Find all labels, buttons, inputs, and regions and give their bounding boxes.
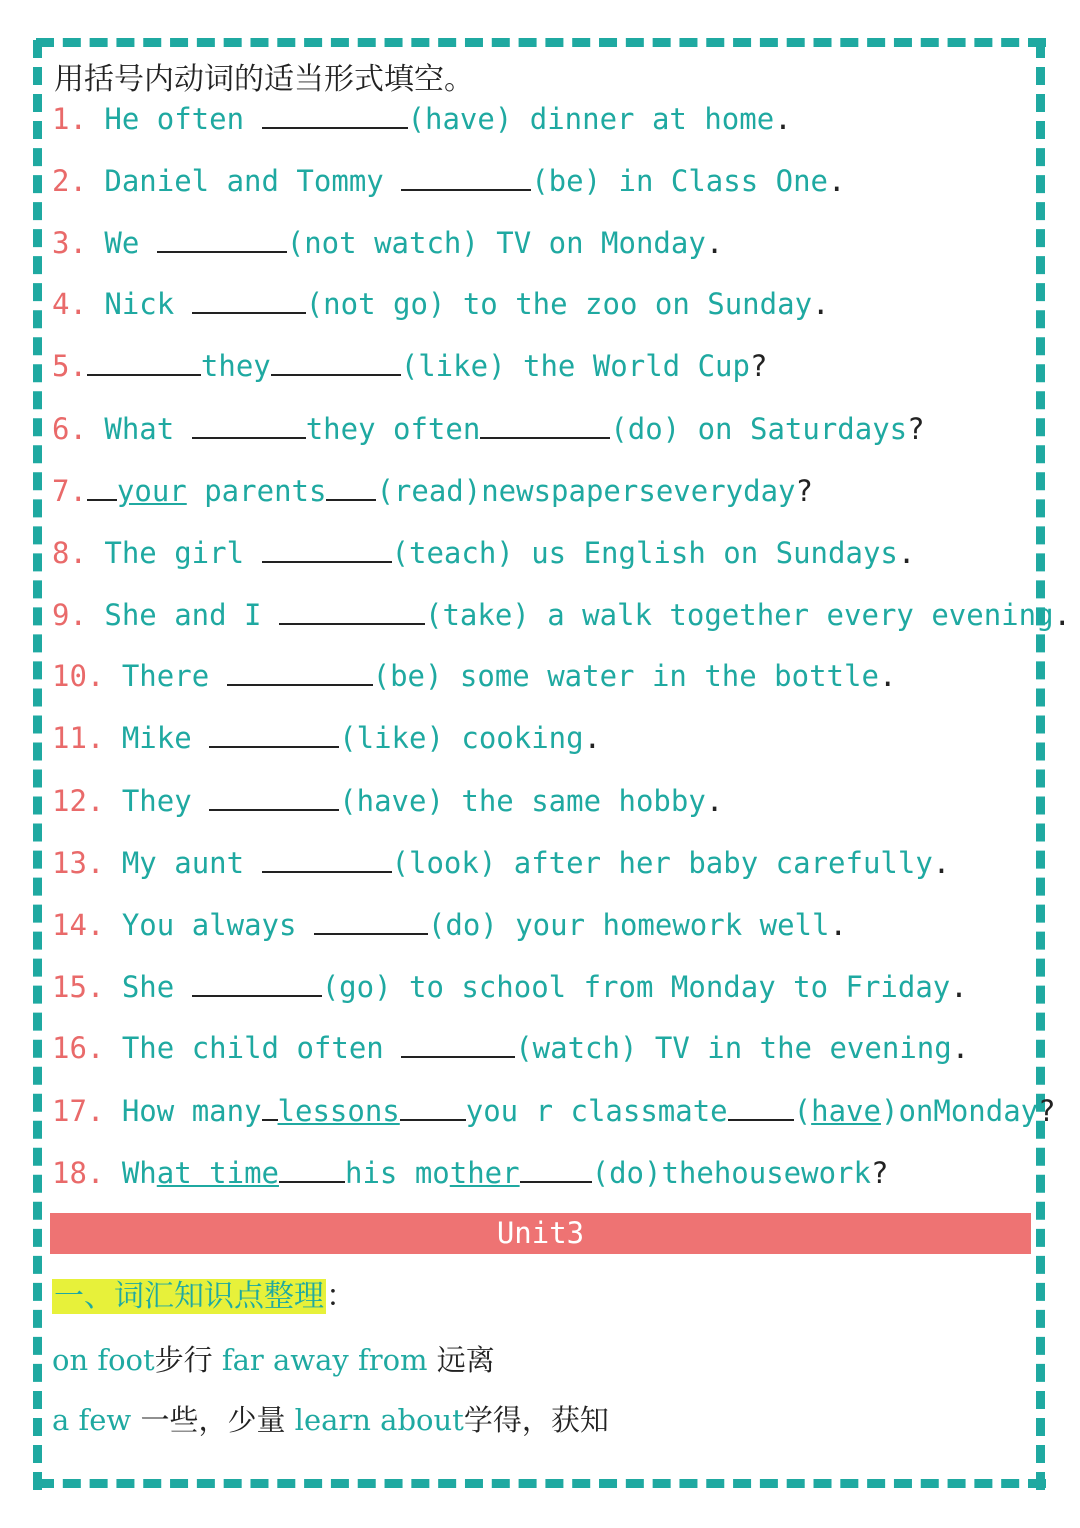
verb-hint: (be) <box>372 659 443 693</box>
question-text: his mo <box>345 1156 450 1190</box>
verb-hint: (take) <box>424 598 530 632</box>
punctuation: . <box>583 721 602 755</box>
answer-blank[interactable] <box>262 842 392 873</box>
dashed-frame-left <box>33 40 42 1490</box>
question-text: to school from Monday to Friday <box>391 970 951 1004</box>
verb-hint: (like) <box>339 721 444 755</box>
question-number: 6. <box>52 412 87 446</box>
question-text: He often <box>86 102 262 136</box>
question-text: the World Cup <box>505 349 750 383</box>
question-text: Nick <box>86 287 192 321</box>
answer-blank[interactable] <box>87 470 117 501</box>
question-number: 16. <box>52 1031 105 1065</box>
question-text: What <box>86 412 192 446</box>
question-number: 4. <box>52 287 87 321</box>
punctuation: . <box>774 102 792 136</box>
answer-blank[interactable] <box>279 1152 345 1183</box>
vocab-chinese: 步行 <box>154 1343 222 1377</box>
vocab-line-2 <box>52 1399 609 1441</box>
question-text: You always <box>104 908 314 942</box>
question-text: She and I <box>86 598 279 632</box>
question-text: your <box>116 474 187 508</box>
question-2 <box>52 160 846 200</box>
question-1 <box>52 98 792 138</box>
question-number: 3. <box>52 226 87 260</box>
unit-banner: Unit3 <box>50 1213 1031 1254</box>
question-10 <box>52 655 896 695</box>
question-number: 14. <box>52 908 105 942</box>
punctuation: . <box>705 784 724 818</box>
question-17 <box>52 1090 1056 1130</box>
answer-blank[interactable] <box>262 98 408 129</box>
question-number: 11. <box>52 721 105 755</box>
question-text: on Saturdays <box>680 412 908 446</box>
question-15 <box>52 966 968 1006</box>
question-4 <box>52 283 830 323</box>
question-12 <box>52 780 723 820</box>
vocab-english: on foot <box>52 1343 155 1377</box>
question-16 <box>52 1027 969 1067</box>
punctuation: ? <box>1038 1094 1056 1128</box>
answer-blank[interactable] <box>728 1090 794 1121</box>
answer-blank[interactable] <box>192 283 306 314</box>
instruction-heading: 用括号内动词的适当形式填空。 <box>54 62 474 97</box>
punctuation: . <box>878 659 897 693</box>
dashed-frame-right <box>1036 40 1045 1490</box>
question-text: My aunt <box>104 846 262 880</box>
question-7 <box>52 470 813 510</box>
answer-blank[interactable] <box>314 904 428 935</box>
dashed-frame-top <box>36 38 1046 47</box>
answer-blank[interactable] <box>87 345 201 376</box>
question-text: at time <box>156 1156 279 1190</box>
question-text: some water in the bottle <box>442 659 879 693</box>
verb-hint: (read) <box>376 474 482 508</box>
answer-blank[interactable] <box>271 345 401 376</box>
answer-blank[interactable] <box>400 1090 466 1121</box>
answer-blank[interactable] <box>326 470 376 501</box>
vocab-chinese: 远离 <box>436 1343 495 1377</box>
question-text: She <box>104 970 192 1004</box>
question-text: us English on Sundays <box>513 536 898 570</box>
question-number: 17. <box>52 1094 105 1128</box>
verb-hint: (be) <box>531 164 602 198</box>
question-text: your homework well <box>497 908 830 942</box>
question-text: They <box>104 784 210 818</box>
question-text: We <box>86 226 157 260</box>
punctuation: . <box>932 846 951 880</box>
question-number: 13. <box>52 846 105 880</box>
verb-hint: ) <box>880 1094 899 1128</box>
question-8 <box>52 532 915 572</box>
verb-hint: (do) <box>591 1156 662 1190</box>
punctuation: . <box>705 226 724 260</box>
verb-hint: (have) <box>407 102 513 136</box>
question-6 <box>52 408 925 448</box>
question-number: 1. <box>52 102 87 136</box>
answer-blank[interactable] <box>279 594 425 625</box>
answer-blank[interactable] <box>262 532 392 563</box>
question-9 <box>52 594 1071 634</box>
verb-hint: (go) <box>321 970 392 1004</box>
verb-hint: ( <box>793 1094 812 1128</box>
question-5 <box>52 345 767 385</box>
question-text: they often <box>305 412 481 446</box>
answer-blank[interactable] <box>262 1090 278 1121</box>
question-text: thehousework <box>661 1156 871 1190</box>
answer-blank[interactable] <box>157 222 287 253</box>
question-text: in Class One <box>601 164 829 198</box>
question-text: dinner at home <box>512 102 775 136</box>
question-text: TV on Monday <box>478 226 706 260</box>
question-text: after her baby carefully <box>496 846 933 880</box>
vocab-english: a few <box>52 1403 141 1437</box>
question-number: 15. <box>52 970 105 1004</box>
question-text: lessons <box>277 1094 400 1128</box>
answer-blank[interactable] <box>192 966 322 997</box>
question-text: you r classmate <box>465 1094 728 1128</box>
question-text: newspaperseveryday <box>481 474 796 508</box>
question-number: 7. <box>52 474 87 508</box>
answer-blank[interactable] <box>480 408 610 439</box>
question-text: Daniel and Tommy <box>86 164 402 198</box>
question-text: The child often <box>104 1031 402 1065</box>
question-text: cooking <box>443 721 584 755</box>
punctuation: ? <box>749 349 768 383</box>
verb-hint: have <box>811 1094 881 1128</box>
question-text: to the zoo on Sunday <box>445 287 813 321</box>
verb-hint: (have) <box>339 784 444 818</box>
section-heading <box>52 1276 356 1318</box>
question-number: 12. <box>52 784 105 818</box>
punctuation: ? <box>870 1156 889 1190</box>
question-number: 10. <box>52 659 105 693</box>
verb-hint: (watch) <box>515 1031 638 1065</box>
question-18 <box>52 1152 888 1192</box>
vocab-chinese: 学得，获知 <box>463 1403 609 1437</box>
vocab-line-1 <box>52 1339 495 1381</box>
question-3 <box>52 222 723 262</box>
question-text: the same hobby <box>443 784 706 818</box>
question-text: ther <box>449 1156 520 1190</box>
answer-blank[interactable] <box>209 780 339 811</box>
question-number: 9. <box>52 598 87 632</box>
question-text: Wh <box>104 1156 157 1190</box>
verb-hint: (do) <box>610 412 681 446</box>
vocab-english: learn about <box>294 1403 464 1437</box>
verb-hint: (not go) <box>305 287 446 321</box>
question-14 <box>52 904 847 944</box>
question-text: The girl <box>86 536 262 570</box>
verb-hint: (like) <box>400 349 506 383</box>
question-text: TV in the evening <box>637 1031 952 1065</box>
section-colon: ： <box>326 1279 356 1314</box>
punctuation: . <box>812 287 830 321</box>
question-text: a walk together every evening <box>529 598 1054 632</box>
question-text: There <box>104 659 227 693</box>
verb-hint: (look) <box>391 846 497 880</box>
question-text: Mike <box>104 721 210 755</box>
dashed-frame-bottom <box>36 1479 1046 1488</box>
question-text: parents <box>186 474 327 508</box>
question-number: 8. <box>52 536 87 570</box>
question-number: 5. <box>52 349 87 383</box>
answer-blank[interactable] <box>401 1027 515 1058</box>
verb-hint: (not watch) <box>286 226 479 260</box>
answer-blank[interactable] <box>209 717 339 748</box>
question-text: they <box>200 349 271 383</box>
punctuation: ? <box>907 412 925 446</box>
punctuation: . <box>897 536 916 570</box>
answer-blank[interactable] <box>192 408 306 439</box>
punctuation: . <box>950 970 968 1004</box>
punctuation: . <box>829 908 847 942</box>
question-text: onMonday <box>898 1094 1039 1128</box>
vocab-english: far away from <box>221 1343 437 1377</box>
answer-blank[interactable] <box>401 160 531 191</box>
punctuation: . <box>1053 598 1072 632</box>
question-11 <box>52 717 601 757</box>
punctuation: ? <box>795 474 813 508</box>
answer-blank[interactable] <box>227 655 373 686</box>
section-title: 一、词汇知识点整理 <box>54 1279 324 1314</box>
answer-blank[interactable] <box>520 1152 592 1183</box>
verb-hint: (do) <box>427 908 498 942</box>
question-number: 2. <box>52 164 87 198</box>
question-text: How many <box>104 1094 262 1128</box>
punctuation: . <box>828 164 846 198</box>
verb-hint: (teach) <box>391 536 514 570</box>
vocab-chinese: 一些，少量 <box>140 1403 295 1437</box>
question-number: 18. <box>52 1156 105 1190</box>
question-13 <box>52 842 950 882</box>
punctuation: . <box>951 1031 970 1065</box>
